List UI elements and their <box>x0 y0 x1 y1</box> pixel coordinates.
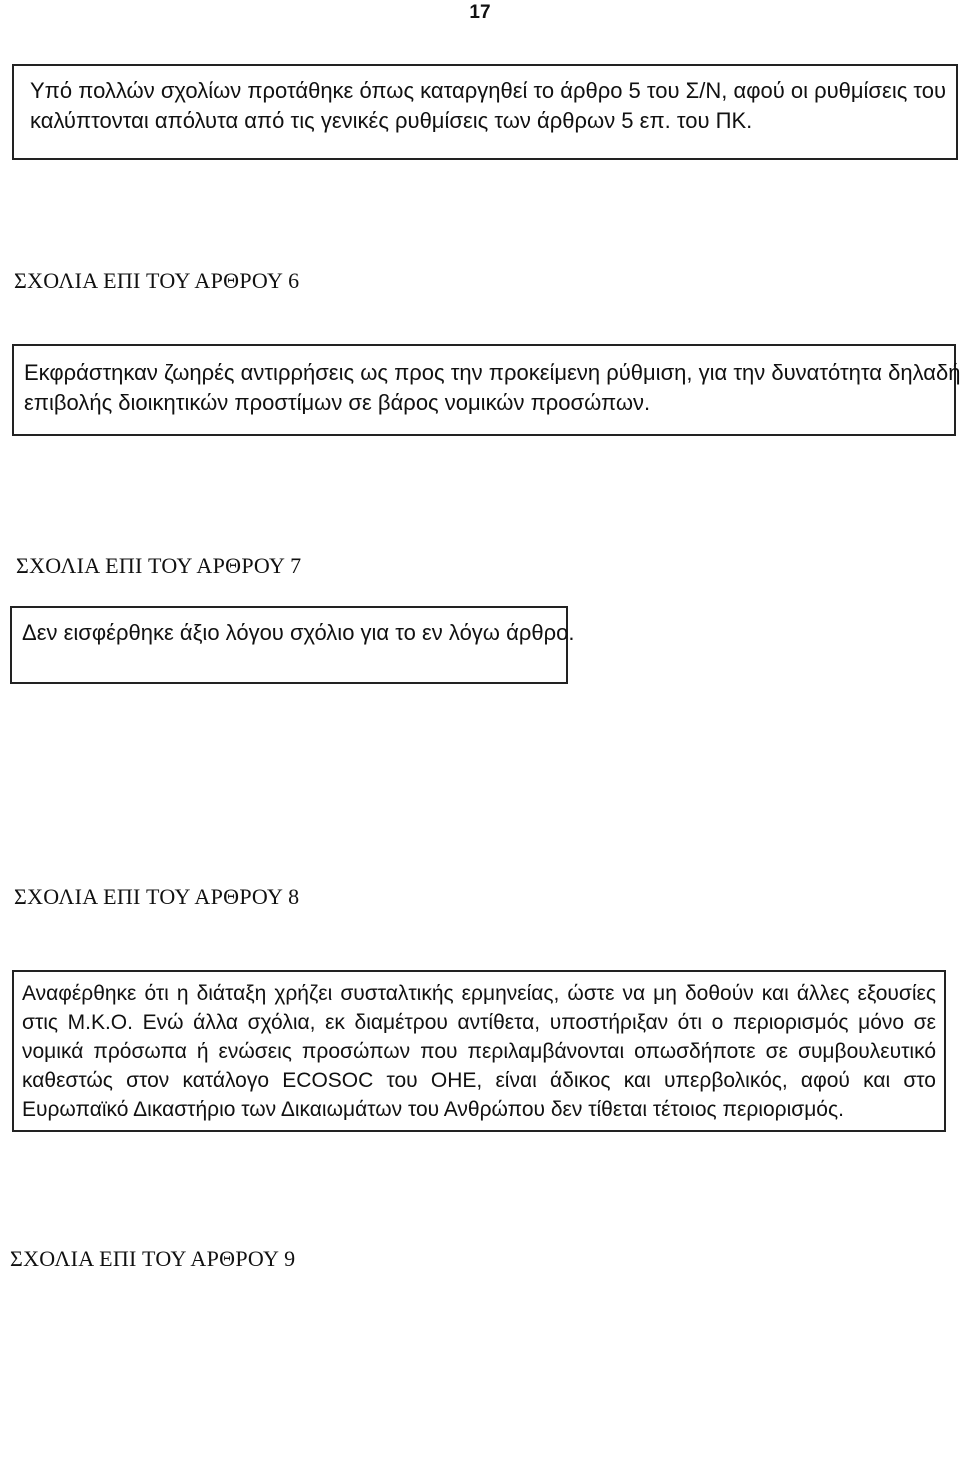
article-5-comment-line: καλύπτονται απόλυτα από τις γενικές ρυθμίσεις των άρθρων 5 επ. του ΠΚ. <box>30 108 753 133</box>
article-8-comment-line: Ευρωπαϊκό Δικαστήριο των Δικαιωμάτων του Ανθρώπου δεν τίθεται τέτοιος περιορισμός. <box>22 1098 844 1121</box>
article-9-heading: ΣΧΟΛΙΑ ΕΠΙ ΤΟΥ ΑΡΘΡΟΥ 9 <box>10 1246 296 1271</box>
article-7-comment-line: Δεν εισφέρθηκε άξιο λόγου σχόλιο για το εν λόγω άρθρο. <box>22 620 575 645</box>
article-5-comment-line: Υπό πολλών σχολίων προτάθηκε όπως καταργηθεί το άρθρο 5 του Σ/Ν, αφού οι ρυθμίσεις του <box>30 78 947 103</box>
article-8-comment-line: Αναφέρθηκε ότι η διάταξη χρήζει συσταλτικής ερμηνείας, ώστε να μη δοθούν και άλλες εξουσίες <box>22 982 936 1005</box>
article-7-heading: ΣΧΟΛΙΑ ΕΠΙ ΤΟΥ ΑΡΘΡΟΥ 7 <box>16 553 302 578</box>
article-8-comment-line: καθεστώς στον κατάλογο ECOSOC του ΟΗΕ, είναι άδικος και υπερβολικός, αφού και στο <box>22 1069 936 1092</box>
article-6-heading: ΣΧΟΛΙΑ ΕΠΙ ΤΟΥ ΑΡΘΡΟΥ 6 <box>14 268 300 293</box>
article-8-comment-line: νομικά πρόσωπα ή ενώσεις προσώπων που περιλαμβάνονται οπωσδήποτε σε συμβουλευτικό <box>22 1040 936 1063</box>
article-6-comment-line: επιβολής διοικητικών προστίμων σε βάρος νομικών προσώπων. <box>24 390 651 415</box>
page-number: 17 <box>469 2 491 23</box>
article-6-comment-line: Εκφράστηκαν ζωηρές αντιρρήσεις ως προς την προκείμενη ρύθμιση, για την δυνατότητα δηλαδή <box>24 360 960 385</box>
article-6-comment-box <box>12 344 960 436</box>
article-8-comment-box <box>12 970 946 1132</box>
article-7-comment-box <box>10 606 575 684</box>
article-5-comment-box <box>12 64 958 160</box>
article-8-comment-line: στις Μ.Κ.Ο. Ενώ άλλα σχόλια, εκ διαμέτρου αντίθετα, υποστήριξαν ότι ο περιορισμός μόνο σε <box>22 1011 936 1034</box>
article-8-heading: ΣΧΟΛΙΑ ΕΠΙ ΤΟΥ ΑΡΘΡΟΥ 8 <box>14 884 300 909</box>
